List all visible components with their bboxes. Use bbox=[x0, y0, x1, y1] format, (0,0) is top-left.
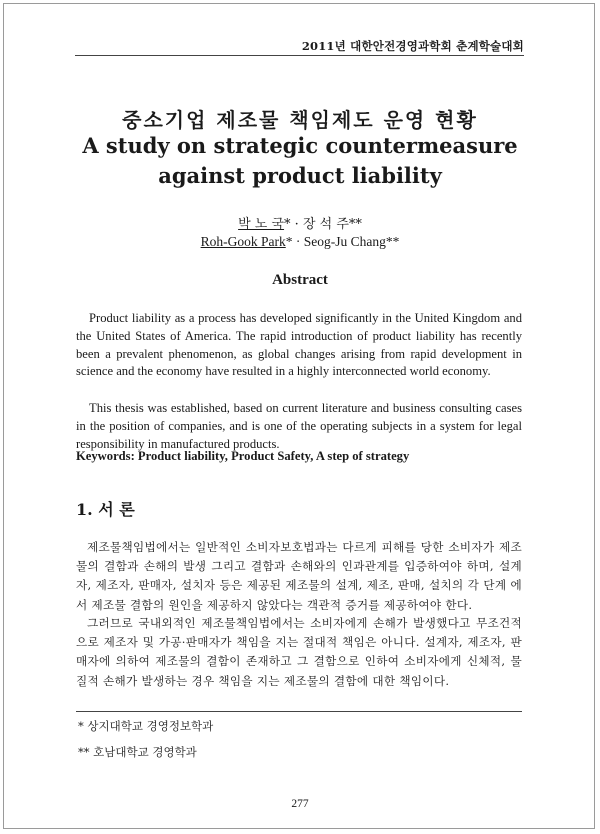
header-rule bbox=[75, 55, 524, 56]
author-1-en: Roh-Gook Park bbox=[200, 234, 286, 249]
running-head: 2011년 대한안전경영과학회 춘계학술대회 bbox=[301, 39, 524, 53]
author-1-mark: * bbox=[284, 217, 291, 232]
title-korean: 중소기업 제조물 책임제도 운영 현황 bbox=[122, 108, 478, 132]
author-2-en-mark: ** bbox=[385, 234, 400, 249]
footnote-2: ** 호남대학교 경영학과 bbox=[78, 745, 197, 759]
abstract-heading: Abstract bbox=[272, 272, 328, 288]
footnote-rule bbox=[76, 711, 522, 712]
authors-english bbox=[0, 234, 600, 250]
author-separator: · bbox=[290, 217, 303, 232]
title-english: A study on strategic countermeasure against product liability bbox=[82, 133, 518, 188]
abstract-paragraph-1: Product liability as a process has developed significantly in the United Kingdom and the United States of America. The rapid introduction of product liability has recently been a prevalent phenomenon, as global changes arising from rapid development in science and the economy have resulted in a highly interconnected world economy. bbox=[76, 311, 522, 379]
author-2-ko: 장 석 주 bbox=[302, 217, 349, 232]
author-2-mark: ** bbox=[348, 217, 362, 232]
section-heading-introduction: 1. 서 론 bbox=[76, 500, 135, 519]
footnote-1: * 상지대학교 경영정보학과 bbox=[78, 719, 214, 733]
author-en-separator: · bbox=[292, 234, 304, 249]
keywords: Keywords: Product liability, Product Safety, A step of strategy bbox=[76, 449, 410, 463]
authors-korean bbox=[0, 213, 600, 232]
author-1-ko: 박 노 국 bbox=[238, 217, 285, 232]
abstract-paragraph-2: This thesis was established, based on current literature and business consulting cases in the position of companies, and is one of the operating subjects in a system for legal responsibility in manufactured products. bbox=[76, 401, 522, 451]
author-1-en-mark: * bbox=[285, 234, 293, 249]
body-paragraph-1: 제조물책임법에서는 일반적인 소비자보호법과는 다르게 피해를 당한 소비자가 제조물의 결함과 손해의 발생 그리고 결함과 손해와의 인과관계를 입증하여야 하며, 설계자, 제조자, 판매자, 설치자 등은 제공된 제조물의 설계, 제조, 판매, 설치의 각 단계 에서 제조물 결함의 원인을 제공하지 않았다는 객관적 증거를 제공하여야 한다. bbox=[76, 540, 522, 612]
author-2-en: Seog-Ju Chang bbox=[303, 234, 386, 249]
page-number: 277 bbox=[291, 798, 309, 810]
body-paragraph-2: 그러므로 국내외적인 제조물책임법에서는 소비자에게 손해가 발생했다고 무조건적으로 제조자 및 가공·판매자가 책임을 지는 절대적 책임은 아니다. 설계자, 제조자, 판매자에 의하여 제조물의 결함이 존재하고 그 결함으로 인하여 소비자에게 신체적, 물질적 손해가 발생하는 경우 책임을 지는 제조물의 결함에 대한 책임이다. bbox=[76, 616, 522, 688]
